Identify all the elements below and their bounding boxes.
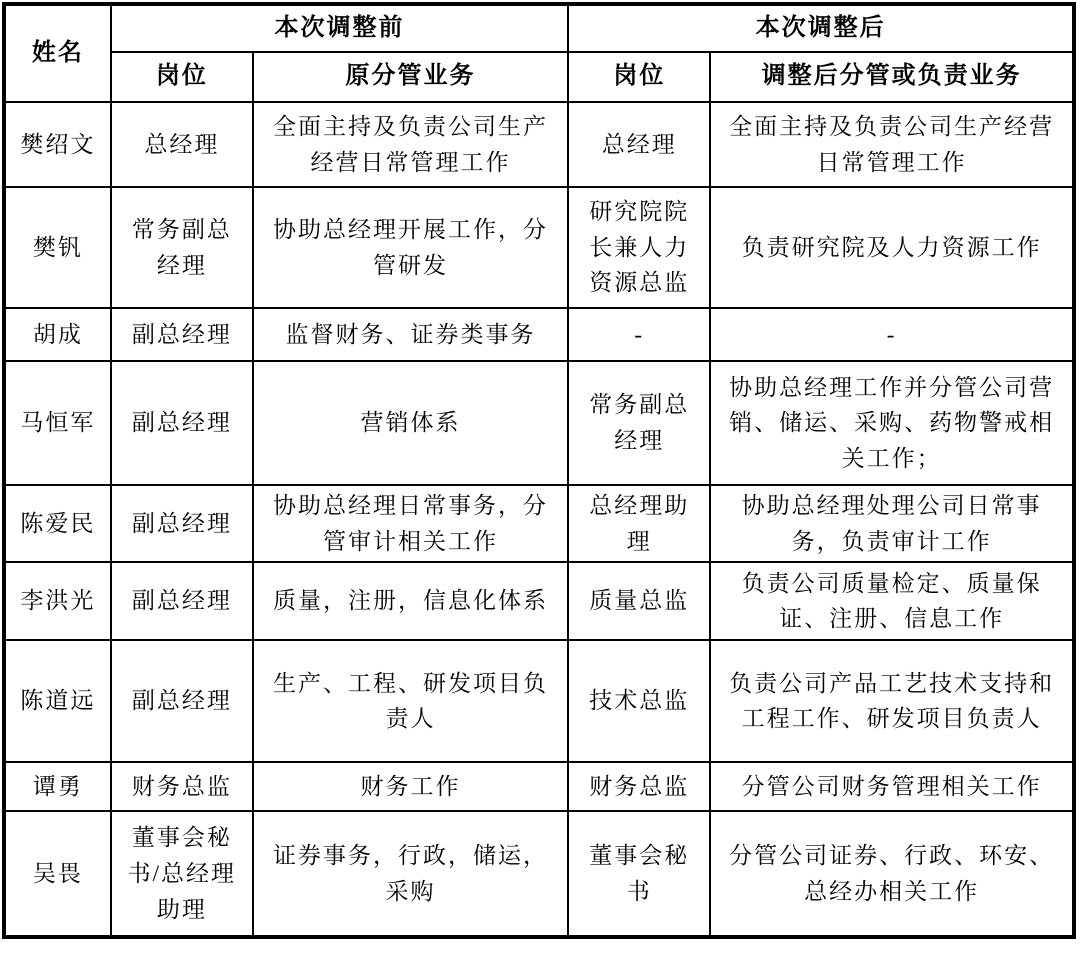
cell-name: 谭勇: [4, 762, 111, 811]
table-row: [4, 562, 1074, 640]
cell-before-position: 总经理: [111, 102, 253, 187]
cell-after-duties: 分管公司财务管理相关工作: [710, 762, 1074, 811]
cell-after-duties: 负责公司产品工艺技术支持和工程工作、研发项目负责人: [710, 640, 1074, 762]
role-adjustment-table: [2, 2, 1076, 939]
cell-name: 樊钒: [4, 187, 111, 308]
cell-after-duties: 分管公司证券、行政、环安、总经办相关工作: [710, 811, 1074, 937]
cell-after-duties: 负责公司质量检定、质量保证、注册、信息工作: [710, 562, 1074, 640]
cell-after-position: 质量总监: [568, 562, 710, 640]
cell-after-duties: -: [710, 308, 1074, 361]
cell-after-position: 技术总监: [568, 640, 710, 762]
cell-after-position: 研究院院长兼人力资源总监: [568, 187, 710, 308]
table-row: [4, 361, 1074, 485]
cell-before-duties: 全面主持及负责公司生产经营日常管理工作: [253, 102, 568, 187]
cell-before-position: 副总经理: [111, 308, 253, 361]
cell-after-position: 总经理: [568, 102, 710, 187]
cell-before-duties: 财务工作: [253, 762, 568, 811]
header-before-position: 岗位: [111, 52, 253, 102]
cell-name: 吴畏: [4, 811, 111, 937]
cell-name: 马恒军: [4, 361, 111, 485]
cell-before-position: 副总经理: [111, 361, 253, 485]
table-row: [4, 102, 1074, 187]
cell-before-duties: 生产、工程、研发项目负责人: [253, 640, 568, 762]
cell-before-position: 副总经理: [111, 485, 253, 562]
header-after-position: 岗位: [568, 52, 710, 102]
cell-before-duties: 质量，注册，信息化体系: [253, 562, 568, 640]
cell-name: 陈道远: [4, 640, 111, 762]
cell-name: 樊绍文: [4, 102, 111, 187]
cell-before-position: 副总经理: [111, 562, 253, 640]
cell-after-position: 常务副总经理: [568, 361, 710, 485]
table-header: [4, 4, 1074, 102]
cell-after-duties: 协助总经理工作并分管公司营销、储运、采购、药物警戒相关工作；: [710, 361, 1074, 485]
header-after-group: 本次调整后: [568, 4, 1074, 52]
cell-after-position: 财务总监: [568, 762, 710, 811]
table-row: [4, 640, 1074, 762]
header-name: 姓名: [4, 4, 111, 102]
cell-before-position: 常务副总经理: [111, 187, 253, 308]
cell-before-duties: 协助总经理开展工作，分管研发: [253, 187, 568, 308]
cell-name: 李洪光: [4, 562, 111, 640]
cell-after-position: 总经理助理: [568, 485, 710, 562]
table-row: [4, 308, 1074, 361]
cell-name: 陈爱民: [4, 485, 111, 562]
cell-before-position: 财务总监: [111, 762, 253, 811]
cell-after-duties: 负责研究院及人力资源工作: [710, 187, 1074, 308]
cell-after-duties: 全面主持及负责公司生产经营日常管理工作: [710, 102, 1074, 187]
cell-before-duties: 营销体系: [253, 361, 568, 485]
cell-before-position: 董事会秘书/总经理助理: [111, 811, 253, 937]
table-row: [4, 762, 1074, 811]
cell-name: 胡成: [4, 308, 111, 361]
cell-before-duties: 证券事务，行政，储运，采购: [253, 811, 568, 937]
header-before-duties: 原分管业务: [253, 52, 568, 102]
cell-after-duties: 协助总经理处理公司日常事务，负责审计工作: [710, 485, 1074, 562]
cell-after-position: -: [568, 308, 710, 361]
table-row: [4, 485, 1074, 562]
table-row: [4, 811, 1074, 937]
cell-before-duties: 监督财务、证券类事务: [253, 308, 568, 361]
cell-before-duties: 协助总经理日常事务，分管审计相关工作: [253, 485, 568, 562]
header-before-group: 本次调整前: [111, 4, 568, 52]
table-row: [4, 187, 1074, 308]
cell-before-position: 副总经理: [111, 640, 253, 762]
cell-after-position: 董事会秘书: [568, 811, 710, 937]
header-after-duties: 调整后分管或负责业务: [710, 52, 1074, 102]
table-body: [4, 102, 1074, 937]
